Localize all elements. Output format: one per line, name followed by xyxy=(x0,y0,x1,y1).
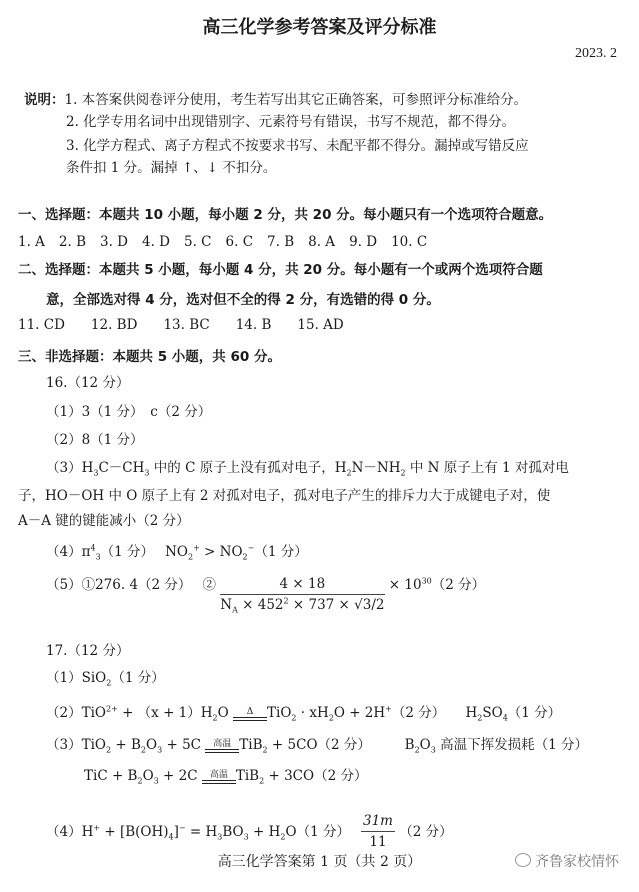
score: （2 分） xyxy=(399,824,453,840)
subscript: 2 xyxy=(137,776,143,786)
q16-part1: （1）3（1 分） c（2 分） xyxy=(46,404,212,420)
subscript: 2 xyxy=(105,745,112,755)
subscript: 2 xyxy=(328,713,334,723)
text-segment: O + 2H xyxy=(333,705,386,721)
subscript: 2 xyxy=(259,776,265,786)
equation xyxy=(46,824,361,840)
mass-fraction xyxy=(361,811,395,852)
text-segment: （1 分） NO xyxy=(100,544,188,560)
text-segment: TiB xyxy=(239,737,263,753)
subscript: 2 xyxy=(477,713,483,723)
heat-arrow xyxy=(233,707,267,721)
condition-label: 高温 xyxy=(213,738,232,749)
text-segment: N xyxy=(220,597,233,613)
text-segment: + 2C xyxy=(158,768,202,784)
subscript: 3 xyxy=(95,552,101,562)
superscript: + xyxy=(93,823,101,833)
answer-item: 6. C xyxy=(225,234,254,250)
condition-label: 高温 xyxy=(209,769,228,780)
text-segment: · xH xyxy=(296,705,329,721)
superscript: + xyxy=(385,704,392,714)
text-segment: TiC + B xyxy=(84,768,138,784)
text-segment: 高温下挥发损耗（1 分） xyxy=(435,737,588,753)
text-segment: （4）π xyxy=(46,544,91,560)
equation-right xyxy=(267,705,561,721)
subscript: 4 xyxy=(502,713,508,723)
equation-right xyxy=(236,768,368,784)
text-segment: + （x + 1）H xyxy=(117,705,213,721)
watermark xyxy=(515,852,619,872)
section2-answers xyxy=(18,315,370,335)
q17-part1 xyxy=(46,668,165,688)
wechat-icon xyxy=(515,853,531,867)
q16-part5-prefix: （5）①276. 4（2 分） ② xyxy=(46,577,216,593)
notes-label: 说明： xyxy=(24,92,65,108)
subscript: 3 xyxy=(243,832,249,842)
text-segment: + 3CO（2 分） xyxy=(264,768,368,784)
superscript: + xyxy=(193,543,200,553)
fraction-numerator: 4 × 18 xyxy=(220,574,384,595)
q16-part5-suffix xyxy=(389,577,485,593)
answer-item: 12. BD xyxy=(90,317,138,333)
subscript: 3 xyxy=(217,832,223,842)
text-segment: O xyxy=(217,705,233,721)
text-segment: SO xyxy=(482,705,503,721)
subscript: 2 xyxy=(291,713,297,723)
text-segment: 中的 C 原子上没有孤对电子，H xyxy=(149,460,347,476)
text-segment: （1 分） xyxy=(254,544,308,560)
text-segment: + [B(OH) xyxy=(100,824,169,840)
subscript: 2 xyxy=(140,745,146,755)
answer-item: 9. D xyxy=(349,234,378,250)
section2-heading-cont: 意，全部选对得 4 分，选对但不全的得 2 分，有选错的得 0 分。 xyxy=(46,292,440,308)
condition-label: Δ xyxy=(246,706,254,717)
fraction-denominator: 11 xyxy=(369,834,387,850)
q17-part3 xyxy=(46,735,588,755)
superscript: − xyxy=(178,823,186,833)
subscript: 3 xyxy=(153,776,159,786)
text-segment: × 452 xyxy=(237,597,284,613)
text-segment: O（1 分） xyxy=(285,824,361,840)
text-segment: （2 分） xyxy=(431,577,486,593)
q16-part3 xyxy=(46,458,569,478)
answer-item: 8. A xyxy=(308,234,336,250)
answer-item: 2. B xyxy=(58,234,87,250)
text-segment: O xyxy=(142,768,154,784)
notes-item-3: 3. 化学方程式、离子方程式不按要求书写、未配平都不得分。漏掉或写错反应 xyxy=(66,138,529,154)
notes-item-2: 2. 化学专用名词中出现错别字、元素符号有错误，书写不规范，都不得分。 xyxy=(66,114,516,130)
text-segment: （1）SiO xyxy=(46,670,107,686)
superscript: 30 xyxy=(421,576,432,586)
subscript: 2 xyxy=(262,745,268,755)
text-segment: O xyxy=(419,737,431,753)
subscript: 2 xyxy=(242,552,248,562)
text-segment: （4）H xyxy=(46,824,94,840)
page-footer: 高三化学答案第 1 页（共 2 页） xyxy=(217,854,422,870)
high-temp-arrow xyxy=(205,739,239,753)
q16-part3-cont: 子，HO－OH 中 O 原子上有 2 对孤对电子，孤对电子产生的排斥力大于成键电子对，使 xyxy=(18,488,551,504)
equals-sign xyxy=(205,749,239,753)
text-segment: > NO xyxy=(199,544,243,560)
text-segment: + 5C xyxy=(162,737,206,753)
q16-part4 xyxy=(46,542,308,562)
text-segment: （1 分） xyxy=(111,670,165,686)
q16-title: 16.（12 分） xyxy=(46,375,130,391)
text-segment: BO xyxy=(222,824,244,840)
equals-sign xyxy=(202,780,236,784)
equation-left xyxy=(46,737,205,753)
subscript: 3 xyxy=(430,745,436,755)
answer-item: 1. A xyxy=(18,234,45,250)
superscript: − xyxy=(247,543,255,553)
fraction-numerator: 31m xyxy=(361,811,395,832)
text-segment: + H xyxy=(248,824,281,840)
equation-left xyxy=(84,768,202,784)
q16-part2: （2）8（1 分） xyxy=(46,432,144,448)
q17-part3-eq2 xyxy=(84,766,367,786)
section1-answers xyxy=(18,232,441,252)
notes-item-3-cont: 条件扣 1 分。漏掉 ↑、↓ 不扣分。 xyxy=(66,160,277,176)
subscript: 3 xyxy=(157,745,163,755)
subscript: 3 xyxy=(144,468,150,478)
text-segment: （3）TiO xyxy=(46,737,106,753)
text-segment: （2）TiO xyxy=(46,705,106,721)
text-segment: TiO xyxy=(267,705,292,721)
q17-title: 17.（12 分） xyxy=(46,643,130,659)
superscript: 2 xyxy=(283,596,289,606)
text-segment: ] xyxy=(173,824,179,840)
text-segment: （3）H xyxy=(46,460,94,476)
q16-part3-end: A－A 键的键能减小（2 分） xyxy=(18,513,190,529)
text-segment: × 10 xyxy=(388,577,422,593)
section3-heading: 三、非选择题：本题共 5 小题，共 60 分。 xyxy=(18,349,281,365)
text-segment: = H xyxy=(185,824,218,840)
subscript: 4 xyxy=(168,832,174,842)
equation-right xyxy=(239,737,588,753)
density-fraction xyxy=(220,574,384,615)
text-segment: × 737 × √3/2 xyxy=(288,597,385,613)
document-title: 高三化学参考答案及评分标准 xyxy=(202,17,437,38)
equation-left xyxy=(46,705,233,721)
document-date: 2023. 2 xyxy=(575,46,617,61)
q17-part4 xyxy=(46,811,453,852)
answer-item: 10. C xyxy=(391,234,428,250)
subscript: 2 xyxy=(400,468,406,478)
notes-item-1 xyxy=(24,90,527,110)
text-segment: 中 N 原子上有 1 对孤对电 xyxy=(405,460,569,476)
superscript: 2+ xyxy=(105,704,118,714)
text-segment: + B xyxy=(111,737,141,753)
subscript: 2 xyxy=(106,678,112,688)
superscript: 4 xyxy=(90,543,96,553)
equals-sign xyxy=(233,717,267,721)
text-segment: N－NH xyxy=(351,460,401,476)
answer-item: 5. C xyxy=(184,234,212,250)
subscript: 2 xyxy=(212,713,218,723)
text-segment: + 5CO（2 分） B xyxy=(267,737,415,753)
high-temp-arrow xyxy=(202,770,236,784)
text-segment: （1 分） xyxy=(507,705,562,721)
answer-item: 15. AD xyxy=(297,317,344,333)
answer-item: 13. BC xyxy=(163,317,210,333)
text-segment: （2 分） H xyxy=(391,705,478,721)
subscript: 2 xyxy=(414,745,420,755)
subscript: 2 xyxy=(346,468,352,478)
answer-item: 14. B xyxy=(235,317,272,333)
fraction-denominator xyxy=(220,595,384,615)
answer-item: 4. D xyxy=(142,234,171,250)
section1-heading: 一、选择题：本题共 10 小题，每小题 2 分，共 20 分。每小题只有一个选项符合题意。 xyxy=(18,207,553,223)
answer-item: 7. B xyxy=(267,234,295,250)
subscript: 2 xyxy=(187,552,194,562)
watermark-text: 齐鲁家校情怀 xyxy=(535,854,619,870)
text-segment: C－CH xyxy=(98,460,145,476)
text-segment: O xyxy=(146,737,158,753)
text-segment: TiB xyxy=(235,768,260,784)
answer-item: 11. CD xyxy=(18,317,65,333)
notes-text: 1. 本答案供阅卷评分使用，考生若写出其它正确答案，可参照评分标准给分。 xyxy=(64,92,528,108)
q17-part2 xyxy=(46,703,561,723)
subscript: A xyxy=(232,605,238,615)
section2-heading: 二、选择题：本题共 5 小题，每小题 4 分，共 20 分。每小题有一个或两个选项符合题 xyxy=(18,262,543,278)
q16-part5 xyxy=(46,574,485,615)
subscript: 2 xyxy=(280,832,286,842)
answer-item: 3. D xyxy=(100,234,129,250)
subscript: 3 xyxy=(93,468,99,478)
